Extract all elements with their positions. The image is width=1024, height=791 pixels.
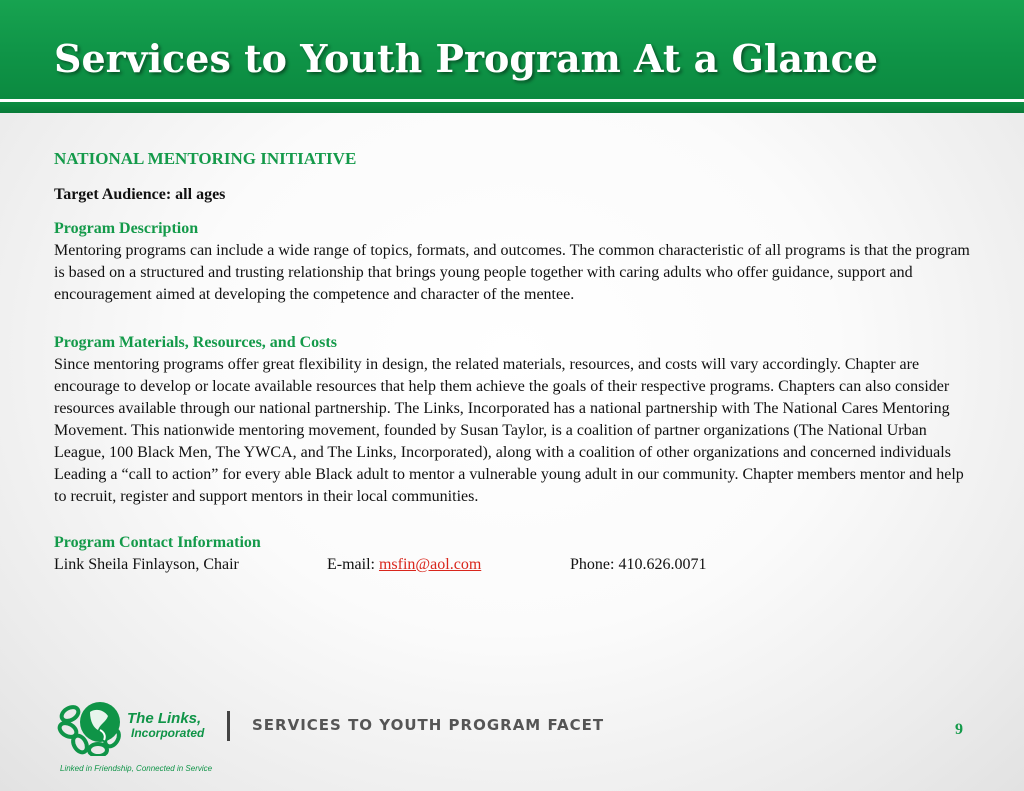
contact-email-label: E-mail: bbox=[327, 556, 379, 573]
footer-facet-label: SERVICES TO YOUTH PROGRAM FACET bbox=[252, 716, 605, 734]
contact-name: Link Sheila Finlayson, Chair bbox=[54, 556, 239, 573]
email-link[interactable]: msfin@aol.com bbox=[378, 556, 482, 573]
description-section bbox=[54, 218, 979, 306]
logo-name-line1: The Links, bbox=[127, 710, 202, 727]
materials-text: Since mentoring programs offer great flexibility in design, the related materials, resources, and costs will vary accordingly. Chapter are encourage to develop or locate available resources that help them achieve the goals of their respective programs. Chapters can also consider resources available through our national partnership. The Links, Incorporated has a national partnership with The National Cares Mentoring Movement. This nationwide mentoring movement, founded by Susan Taylor, is a coalition of partner organizations (The National Urban League, 100 Black Men, The YWCA, and The Links, Incorporated), along with a coalition of other organizations and concerned individuals Leading a “call to action” for every able Black adult to mentor a vulnerable young adult in our community. Chapter members mentor and help to recruit, register and support mentors in their local communities. bbox=[54, 356, 964, 505]
contact-heading: Program Contact Information bbox=[54, 534, 261, 551]
footer-divider bbox=[227, 711, 230, 741]
materials-section bbox=[54, 332, 979, 508]
page-number: 9 bbox=[955, 721, 963, 738]
contact-row bbox=[54, 554, 979, 576]
description-text: Mentoring programs can include a wide range of topics, formats, and outcomes. The common characteristic of all programs is that the program is based on a structured and trusting relationship that brings young people together with caring adults who offer guidance, support and encouragement aimed at developing the competence and character of the mentee. bbox=[54, 242, 970, 303]
contact-email-group bbox=[327, 554, 481, 576]
logo-tagline: Linked in Friendship, Connected in Service bbox=[60, 764, 213, 773]
contact-section bbox=[54, 532, 979, 576]
page-title: Services to Youth Program At a Glance bbox=[54, 36, 878, 81]
target-audience: Target Audience: all ages bbox=[54, 186, 226, 203]
description-heading: Program Description bbox=[54, 220, 199, 237]
slide-content bbox=[54, 148, 979, 576]
logo-name-line2: Incorporated bbox=[131, 726, 205, 740]
contact-phone: Phone: 410.626.0071 bbox=[570, 556, 707, 573]
initiative-title: NATIONAL MENTORING INITIATIVE bbox=[54, 149, 357, 168]
header-divider-green bbox=[0, 102, 1024, 113]
materials-heading: Program Materials, Resources, and Costs bbox=[54, 334, 337, 351]
slide-header bbox=[0, 0, 1024, 99]
